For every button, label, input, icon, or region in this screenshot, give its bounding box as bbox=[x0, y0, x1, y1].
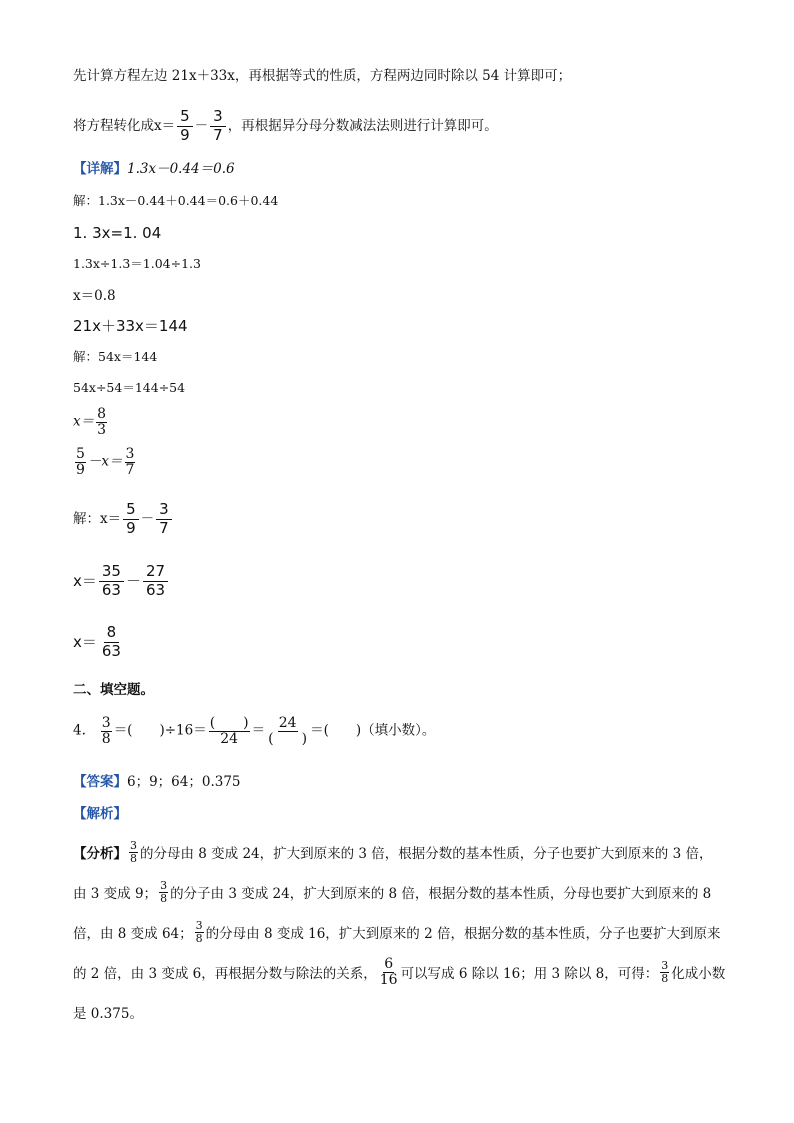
fraction: $\frac{3}{7}$ bbox=[125, 446, 135, 478]
fraction: $\frac{3}{8}$ bbox=[661, 958, 669, 985]
fraction: $\frac{3}{7}$ bbox=[210, 108, 226, 145]
fraction: $\frac{8}{3}$ bbox=[97, 406, 107, 438]
step: 21x＋33x＝144 bbox=[73, 317, 188, 335]
analysis-row: 倍，由 8 变成 64； $\frac{3}{8}$ 的分母由 8 变成 16，扩大到原来的 2 倍，根据分数的基本性质，分子也要扩大到原来 bbox=[73, 918, 721, 945]
question: 4. $\frac{3}{8}$ ＝( )÷16＝ $\frac{( )}{24}$ ＝ $\frac{24}{( )}$ ＝( )（填小数）。 bbox=[73, 715, 436, 747]
fraction: $\frac{3}{8}$ bbox=[160, 878, 168, 905]
answer-line bbox=[73, 776, 241, 790]
analysis-row: 的 2 倍，由 3 变成 6，再根据分数与除法的关系， $\frac{6}{16}$ 可以写成 6 除以 16；用 3 除以 8，可得： $\frac{3}{8}$ 化成小数 bbox=[73, 955, 726, 988]
fenxi-label: 【分析】 bbox=[73, 846, 127, 862]
step: 1.3x÷1.3＝1.04÷1.3 bbox=[73, 256, 201, 271]
fraction: $\frac{5}{9}$ bbox=[123, 501, 139, 538]
fraction: $\frac{( )}{24}$ bbox=[209, 715, 249, 747]
step: x＝ $\frac{8}{3}$ bbox=[73, 406, 107, 438]
detail-label: 【详解】 bbox=[73, 161, 127, 177]
fraction: $\frac{3}{8}$ bbox=[130, 838, 137, 865]
fraction: $\frac{5}{9}$ bbox=[177, 108, 193, 145]
equation: 1.3x－0.44＝0.6 bbox=[127, 161, 235, 177]
step: x＝ $\frac{8}{63}$ bbox=[73, 624, 126, 661]
intro-line-2: 将方程转化成x＝ $\frac{5}{9}$ － $\frac{3}{7}$ ，再根据异分母分数减法法则进行计算即可。 bbox=[73, 107, 498, 144]
analysis-label: 【解析】 bbox=[73, 806, 127, 822]
section-heading: 二、填空题。 bbox=[73, 682, 154, 698]
detail-line bbox=[73, 163, 235, 177]
analysis-row: 【分析】 $\frac{3}{8}$ 的分母由 8 变成 24，扩大到原来的 3 倍，根据分数的基本性质，分子也要扩大到原来的 3 倍， bbox=[73, 838, 713, 865]
step: 解：54x＝144 bbox=[73, 349, 158, 364]
step: x＝0.8 bbox=[73, 288, 116, 304]
answer-label: 【答案】 bbox=[73, 774, 127, 790]
step: 解：1.3x－0.44＋0.44＝0.6＋0.44 bbox=[73, 193, 279, 208]
intro-line-1: 先计算方程左边 21x＋33x，再根据等式的性质，方程两边同时除以 54 计算即可； bbox=[73, 68, 572, 84]
fraction: $\frac{3}{8}$ bbox=[195, 918, 203, 945]
fraction: $\frac{3}{7}$ bbox=[156, 501, 172, 538]
step: 54x÷54＝144÷54 bbox=[73, 380, 186, 395]
step: 1. 3x=1. 04 bbox=[73, 224, 162, 242]
fraction: $\frac{5}{9}$ bbox=[76, 446, 85, 478]
analysis-row: 由 3 变成 9； $\frac{3}{8}$ 的分子由 3 变成 24，扩大到原来的 8 倍，根据分数的基本性质，分母也要扩大到原来的 8 bbox=[73, 878, 712, 905]
fraction: $\frac{6}{16}$ bbox=[379, 955, 398, 988]
fraction: $\frac{35}{63}$ bbox=[99, 563, 124, 600]
fraction: $\frac{24}{( )}$ bbox=[268, 715, 308, 747]
intro-line-2-text: 将方程转化成x＝ bbox=[73, 117, 176, 134]
fraction: $\frac{3}{8}$ bbox=[101, 715, 111, 747]
answer-value: 6；9；64；0.375 bbox=[127, 774, 241, 790]
fraction: $\frac{8}{63}$ bbox=[101, 623, 121, 660]
analysis-row: 是 0.375。 bbox=[73, 1006, 143, 1022]
step: 解：x＝ $\frac{5}{9}$ － $\frac{3}{7}$ bbox=[73, 501, 174, 538]
step: x＝ $\frac{35}{63}$ － $\frac{27}{63}$ bbox=[73, 563, 170, 600]
analysis-paragraph bbox=[73, 832, 726, 1032]
step: $\frac{5}{9}$ －x＝ $\frac{3}{7}$ bbox=[76, 446, 135, 478]
fraction: $\frac{27}{63}$ bbox=[143, 563, 168, 600]
